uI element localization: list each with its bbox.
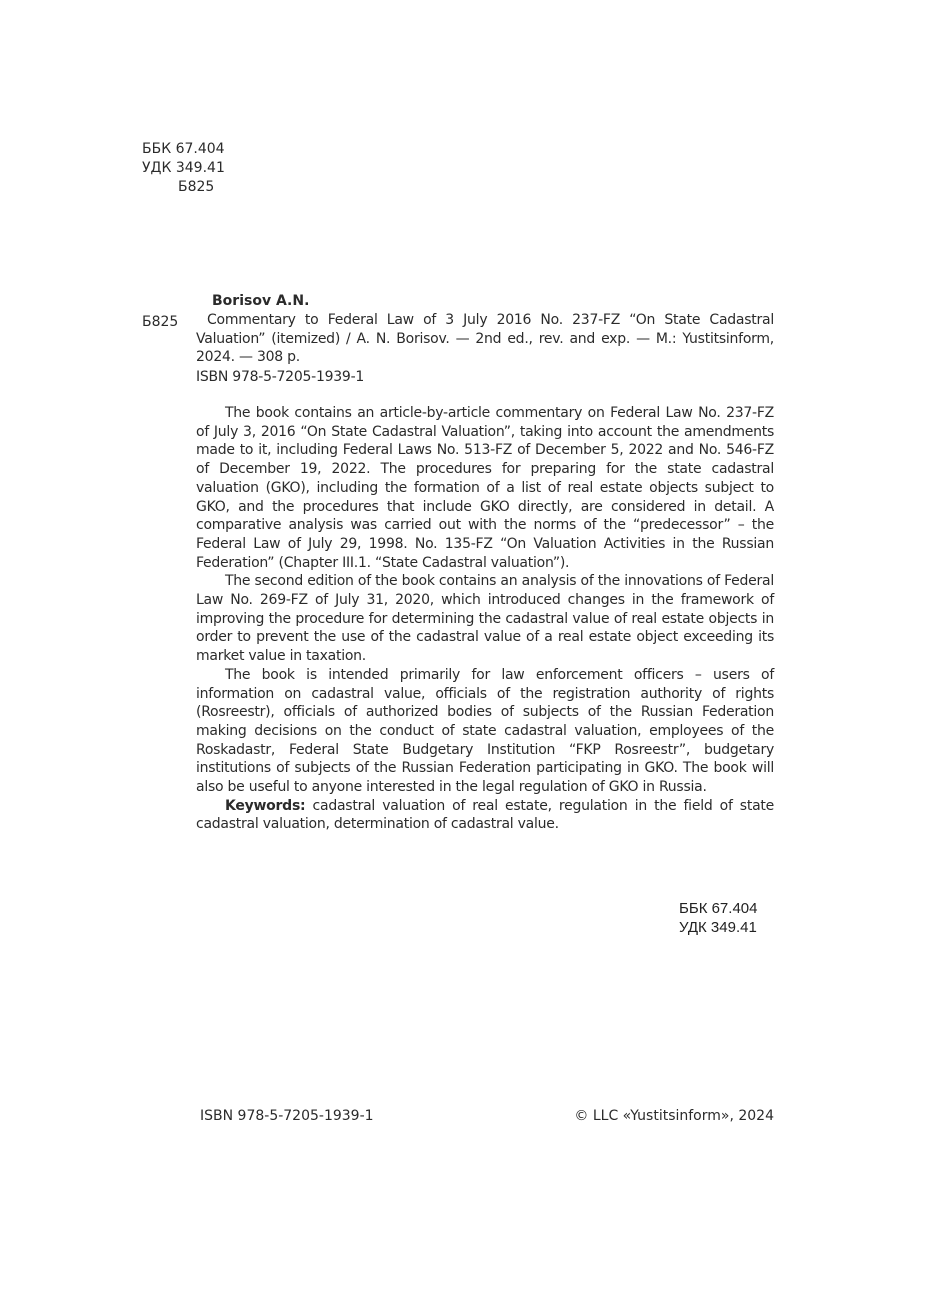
annotation-paragraph: The second edition of the book contains an analysis of the innovations of Federal Law No. 269-FZ of July 31, 2020, which introduced changes in the framework of improving the procedure for determining the cadastral value of real estate objects in order to prevent the use of the cadastral value of a real estate object exceeding its market value in taxation. xyxy=(196,573,774,665)
annotation-paragraph: The book contains an article-by-article commentary on Federal Law No. 237-FZ of July 3, 2016 “On State Cadastral Valuation”, taking into account the amendments made to it, including Federal Laws No. 513-FZ of December 5, 2022 and No. 546-FZ of December 19, 2022. The procedures for preparing for the state cadastral valuation (GKO), including the formation of a list of real estate objects subject to GKO, and the procedures that include GKO directly, are considered in detail. A comparative analysis was carried out with the norms of the “predecessor” – the Federal Law of July 29, 1998. No. 135-FZ “On Valuation Activities in the Russian Federation” (Chapter III.1. “State Cadastral valuation”). xyxy=(196,405,774,571)
margin-author-mark: Б825 xyxy=(142,314,179,330)
bbk-code: ББК 67.404 xyxy=(142,141,225,157)
classification-codes-bottom xyxy=(679,899,757,937)
annotation-paragraph: The book is intended primarily for law enforcement officers – users of information on cadastral value, officials of the registration authority of rights (Rosreestr), officials of authorized bodies of subjects of the Russian Federation making decisions on the conduct of state cadastral valuation, employees of the Roskadastr, Federal State Budgetary Institution “FKP Rosreestr”, budgetary institutions of subjects of the Russian Federation participating in GKO. The book will also be useful to anyone interested in the legal regulation of GKO in Russia. xyxy=(196,666,774,796)
author-mark-code: Б825 xyxy=(178,179,215,195)
footer-isbn: ISBN 978-5-7205-1939-1 xyxy=(200,1108,374,1124)
bibliographic-description: Commentary to Federal Law of 3 July 2016 No. 237-FZ “On State Cadastral Valuation” (itemized) / A. N. Borisov. — 2nd ed., rev. and exp. — M.: Yustitsinform, 2024. — 308 p. xyxy=(196,312,774,366)
keywords-text: cadastral valuation of real estate, regulation in the field of state cadastral valuation, determination of cadastral value. xyxy=(196,797,774,833)
udk-code: УДК 349.41 xyxy=(679,919,757,936)
isbn-record: ISBN 978-5-7205-1939-1 xyxy=(196,369,365,385)
classification-codes-top xyxy=(142,140,225,197)
copyright-notice: © LLC «Yustitsinform», 2024 xyxy=(574,1108,774,1124)
keywords-label: Keywords: xyxy=(225,797,306,814)
udk-code: УДК 349.41 xyxy=(142,160,225,176)
author-heading: Borisov A.N. xyxy=(212,293,310,309)
annotation xyxy=(196,404,774,834)
bbk-code: ББК 67.404 xyxy=(679,900,758,917)
keywords-paragraph xyxy=(196,797,774,834)
